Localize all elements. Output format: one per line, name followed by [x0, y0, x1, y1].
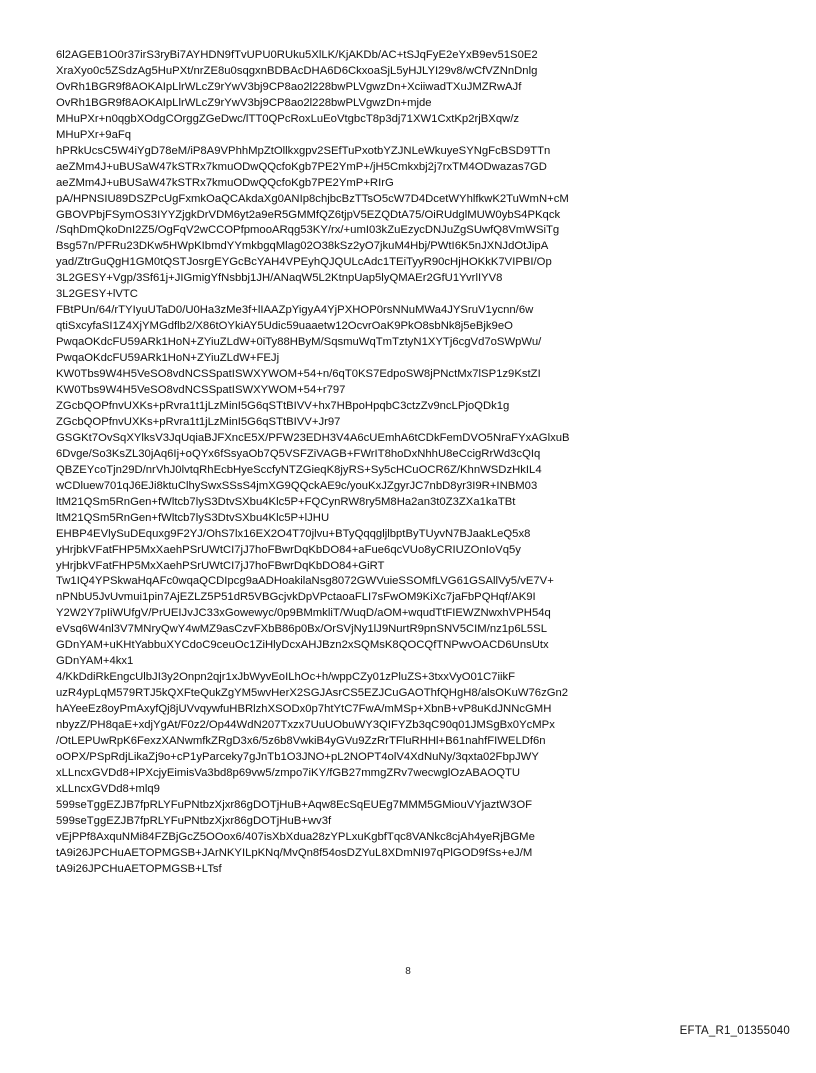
text-line: Bsg57n/PFRu23DKw5HWpKIbmdYYmkbgqMlag02O38kSz2yO7jkuM4Hbj/PWtI6K5nJXNJdOtJipA: [56, 240, 549, 253]
text-line: 599seTggEZJB7fpRLYFuPNtbzXjxr86gDOTjHuB+Aqw8EcSqEUEg7MMM5GMiouVYjaztW3OF: [56, 798, 533, 811]
text-line: wCDluew701qJ6EJi8ktuClhySwxSSsS4jmXG9QQckAE9c/youKxJZgyrJC7nbD8yr3I9R+INBM03: [56, 479, 538, 492]
text-line: MHuPXr+n0qgbXOdgCOrggZGeDwc/lTT0QPcRoxLuEoVtgbcT8p3dj71XW1CxtKp2rjBXqw/z: [56, 112, 520, 125]
text-line: yad/ZtrGuQgH1GM0tQSTJosrgEYGcBcYAH4VPEyhQJQULcAdc1TEiTyyR90cHjHOKkK7VIPBI/Op: [56, 256, 552, 269]
text-line: aeZMm4J+uBUSaW47kSTRx7kmuODwQQcfoKgb7PE2YmP+/jH5Cmkxbj2j7rxTM4ODwazas7GD: [56, 160, 547, 173]
text-line: 3L2GESY+Vgp/3Sf61j+JIGmigYfNsbbj1JH/ANaqW5L2KtnpUap5lyQMAEr2GfU1YvrlIYV8: [56, 272, 503, 285]
text-line: GDnYAM+4kx1: [56, 655, 134, 668]
text-line: xLLncxGVDd8+lPXcjyEimisVa3bd8p69vw5/zmpo7iKY/fGB27mmgZRv7wecwglOzABAOQTU: [56, 766, 521, 779]
text-line: Y2W2Y7pIiWUfgV/PrUEIJvJC33xGowewyc/0p9BMmkliT/WuqD/aOM+wqudTtFIEWZNwxhVPH54q: [56, 607, 551, 620]
text-line: OvRh1BGR9f8AOKAIpLlrWLcZ9rYwV3bj9CP8ao2l228bwPLVgwzDn+XciiwadTXuJMZRwAJf: [56, 80, 522, 93]
text-line: uzR4ypLqM579RTJ5kQXFteQukZgYM5wvHerX2SGJAsrCS5EZJCuGAOThfQHgH8/alsOKuW76zGn2: [56, 687, 569, 700]
text-line: /OtLEPUwRpK6FexzXANwmfkZRgD3x6/5z6b8VwkiB4yGVu9ZzRrTFluRHHl+B61nahfFIWELDf6n: [56, 734, 546, 747]
text-line: hAYeeEz8oyPmAxyfQj8jUVvqywfuHBRlzhXSODx0p7htYtC7FwA/mMSp+XbnB+vP8uKdJNNcGMH: [56, 703, 552, 716]
text-line: ltM21QSm5RnGen+fWltcb7lyS3DtvSXbu4Klc5P+lJHU: [56, 511, 330, 524]
text-line: KW0Tbs9W4H5VeSO8vdNCSSpatISWXYWOM+54+n/6qT0KS7EdpoSW8jPNctMx7lSP1z9KstZI: [56, 368, 541, 381]
text-line: tA9i26JPCHuAETOPMGSB+LTsf: [56, 862, 222, 875]
text-line: 6l2AGEB1O0r37irS3ryBi7AYHDN9fTvUPU0RUku5XlLK/KjAKDb/AC+tSJqFyE2eYxB9ev51S0E2: [56, 49, 538, 61]
text-line: eVsq6W4nl3V7MNryQwY4wMZ9asCzvFXbB86p0Bx/OrSVjNy1lJ9NurtR9pnSNV5CIM/nz1p6L5SL: [56, 623, 547, 636]
text-line: Tw1IQ4YPSkwaHqAFc0wqaQCDIpcg9aADHoakilaNsg8072GWVuieSSOMfLVG61GSAllVy5/vE7V+: [56, 575, 554, 588]
text-line: tA9i26JPCHuAETOPMGSB+JArNKYILpKNq/MvQn8f54osDZYuL8XDmNI97qPlGOD9fSs+eJ/M: [56, 846, 533, 859]
page-number: 8: [405, 966, 411, 977]
document-id: EFTA_R1_01355040: [679, 1025, 790, 1037]
text-line: aeZMm4J+uBUSaW47kSTRx7kmuODwQQcfoKgb7PE2YmP+RIrG: [56, 176, 394, 189]
text-line: ZGcbQOPfnvUXKs+pRvra1t1jLzMinI5G6qSTtBIVV+Jr97: [56, 415, 341, 428]
text-line: OvRh1BGR9f8AOKAIpLlrWLcZ9rYwV3bj9CP8ao2l228bwPLVgwzDn+mjde: [56, 96, 432, 109]
encoded-text-block: [56, 48, 776, 878]
text-line: EHBP4EVlySuDEquxg9F2YJ/OhS7lx16EX2O4T70jlvu+BTyQqqgljlbptByTUyvN7BJaakLeQ5x8: [56, 527, 531, 540]
text-line: QBZEYcoTjn29D/nrVhJ0lvtqRhEcbHyeSccfyNTZGieqK8jyRS+Sy5cHCuOCR6Z/KhnWSDzHkIL4: [56, 463, 542, 476]
text-line: pA/HPNSIU89DSZPcUgFxmkOaQCAkdaXg0ANIp8chjbcBzTTsO5cW7D4DcetWYhlfkwK2TuWmN+cM: [56, 192, 569, 205]
text-line: oOPX/PSpRdjLikaZj9o+cP1yParceky7gJnTb1O3JNO+pL2NOPT4olV4XdNuNy/3qxta02FbpJWY: [56, 750, 539, 763]
text-line: XraXyo0c5ZSdzAg5HuPXt/nrZE8u0sqgxnBDBAcDHA6D6CkxoaSjL5yHJLYI29v8/wCfVZNnDnlg: [56, 64, 538, 77]
text-line: nbyzZ/PH8qaE+xdjYgAt/F0z2/Op44WdN207Txzx7UuUObuWY3QIFYZb3qC90q01JMSgBx0YcMPx: [56, 719, 555, 732]
text-line: /SqhDmQkoDnI2Z5/OgFqV2wCCOPfpmooARqg53KY/rx/+umI03kZuEzycDNJuZgSUwfQ8VmWSiTg: [56, 224, 560, 237]
text-line: GDnYAM+uKHtYabbuXYCdoC9ceuOc1ZiHlyDcxAHJBzn2xSQMsK8QOCQfTNPwvOACD6UnsUtx: [56, 639, 549, 652]
text-line: GSGKt7OvSqXYlksV3JqUqiaBJFXncE5X/PFW23EDH3V4A6cUEmhA6tCDkFemDVO5NraFYxAGlxuB: [56, 431, 570, 444]
text-line: 3L2GESY+lVTC: [56, 288, 138, 301]
text-line: ltM21QSm5RnGen+fWltcb7lyS3DtvSXbu4Klc5P+FQCynRW8ry5M8Ha2an3t0Z3ZXa1kaTBt: [56, 495, 516, 508]
text-line: hPRkUcsC5W4iYgD78eM/iP8A9VPhhMpZtOllkxgpv2SEfTuPxotbYZJNLeWkuyeSYNgFcBSD9TTn: [56, 144, 551, 157]
text-line: 599seTggEZJB7fpRLYFuPNtbzXjxr86gDOTjHuB+wv3f: [56, 814, 332, 827]
text-line: 4/KkDdiRkEngcUlbJI3y2Onpn2qjr1xJbWyvEoILhOc+h/wppCZy01zPluZS+3txxVyO01C7iikF: [56, 671, 516, 684]
text-line: ZGcbQOPfnvUXKs+pRvra1t1jLzMinI5G6qSTtBIVV+hx7HBpoHpqbC3ctzZv9ncLPjoQDk1g: [56, 399, 510, 412]
text-line: yHrjbkVFatFHP5MxXaehPSrUWtCI7jJ7hoFBwrDqKbDO84+aFue6qcVUo8yCRIUZOnIoVq5y: [56, 543, 521, 556]
text-line: PwqaOKdcFU59ARk1HoN+ZYiuZLdW+0iTy88HByM/SqsmuWqTmTztyN1XYTj6cgVd7oSWpWu/: [56, 336, 542, 349]
text-line: qtiSxcyfaSI1Z4XjYMGdflb2/X86tOYkiAY5Udic59uaaetw12OcvrOaK9PkO8sbNk8j5eBjk9eO: [56, 320, 513, 333]
text-line: 6Dvge/So3KsZL30jAq6Ij+oQYx6fSsyaOb7Q5VSFZiVAGB+FWrIT8hoDxNhhU8eCcigRrWd3cQIq: [56, 447, 541, 460]
text-line: FBtPUn/64/rTYIyuUTaD0/U0Ha3zMe3f+lIAAZpYigyA4YjPXHOP0rsNNuMWa4JYSruV1ycnn/6w: [56, 304, 534, 317]
text-line: KW0Tbs9W4H5VeSO8vdNCSSpatISWXYWOM+54+r797: [56, 384, 346, 397]
text-line: yHrjbkVFatFHP5MxXaehPSrUWtCI7jJ7hoFBwrDqKbDO84+GiRT: [56, 559, 385, 572]
text-line: MHuPXr+9aFq: [56, 128, 132, 141]
text-line: nPNbU5JvUvmui1pin7AjEZLZ5P51dR5VBGcjvkDpVPctaoaFLI7sFwOM9KiXc7jaFbPQHqf/AK9I: [56, 591, 536, 604]
text-line: PwqaOKdcFU59ARk1HoN+ZYiuZLdW+FEJj: [56, 352, 280, 365]
text-line: vEjPPf8AxquNMi84FZBjGcZ5OOox6/407isXbXdua28zYPLxuKgbfTqc8VANkc8cjAh4yeRjBGMe: [56, 830, 535, 843]
text-line: GBOVPbjFSymOS3IYYZjgkDrVDM6yt2a9eR5GMMfQZ6tjpV5EZQDtA75/OiRUdglMUW0ybS4PKqck: [56, 208, 561, 221]
text-line: xLLncxGVDd8+mlq9: [56, 782, 160, 795]
